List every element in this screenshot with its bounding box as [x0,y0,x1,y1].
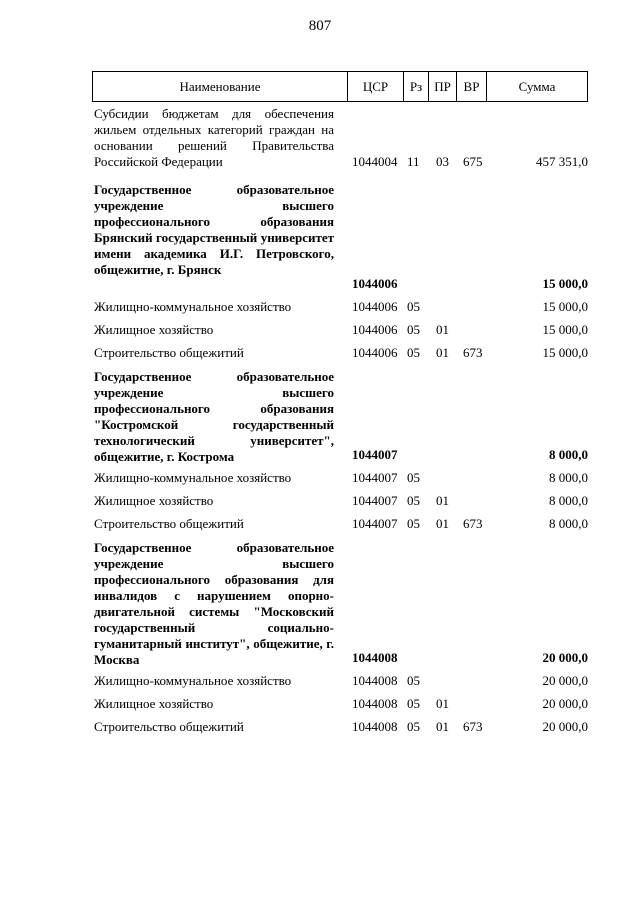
row-rz: 11 [407,154,420,169]
row-rz: 05 [407,345,420,360]
header-sum: Сумма [518,78,556,94]
row-csr: 1044006 [352,322,398,337]
row-sum: 457 351,0 [536,154,588,169]
table-row [94,673,588,689]
row-csr: 1044006 [352,276,398,291]
row-sum: 8 000,0 [549,470,588,485]
header-vr: ВР [457,72,487,101]
row-name: Жилищное хозяйство [94,493,214,508]
row-rz: 05 [407,470,420,485]
row-name: Государственное образовательное учреждение высшего профессионального образования Брянский государственный университет имени академика И.Г. Петровского, общежитие, г. Брянск [94,182,334,277]
row-sum: 20 000,0 [542,719,588,734]
row-vr: 675 [463,154,483,169]
row-sum: 15 000,0 [542,322,588,337]
row-rz: 05 [407,299,420,314]
table-row [94,369,588,463]
row-name: Государственное образовательное учреждение высшего профессионального образования "Костромской государственный технологический университет", общежитие, г. Кострома [94,369,334,464]
row-name: Жилищно-коммунальное хозяйство [94,673,292,688]
row-vr: 673 [463,345,483,360]
row-csr: 1044006 [352,299,398,314]
row-rz: 05 [407,673,420,688]
row-csr: 1044007 [352,516,398,531]
row-sum: 20 000,0 [542,673,588,688]
row-sum: 8 000,0 [549,493,588,508]
row-pr: 01 [436,719,449,734]
row-sum: 20 000,0 [542,696,588,711]
row-sum: 15 000,0 [542,345,588,360]
table-row [94,719,588,735]
row-sum: 8 000,0 [549,516,588,531]
page-number: 807 [308,18,332,34]
row-csr: 1044007 [352,447,398,462]
row-name: Жилищно-коммунальное хозяйство [94,470,292,485]
row-csr: 1044008 [352,673,398,688]
row-sum: 8 000,0 [549,447,588,462]
row-name: Государственное образовательное учреждение высшего профессионального образования для инвалидов с нарушением опорно-двигательной системы "Московский государственный социально-гуманитарный институт", общежитие, г. Москва [94,540,334,667]
row-vr: 673 [463,719,483,734]
row-pr: 01 [436,493,449,508]
table-row [94,470,588,486]
table-row [94,493,588,509]
table-row [94,696,588,712]
row-sum: 20 000,0 [542,650,588,665]
row-name: Субсидии бюджетам для обеспечения жильем отдельных категорий граждан на основании решений Правительства Российской Федерации [94,106,334,169]
row-pr: 01 [436,516,449,531]
row-csr: 1044004 [352,154,398,169]
header-rz: Рз [404,72,429,101]
row-rz: 05 [407,493,420,508]
row-csr: 1044007 [352,493,398,508]
row-name: Строительство общежитий [94,516,244,531]
row-vr: 673 [463,516,483,531]
row-csr: 1044008 [352,719,398,734]
header-name: Наименование [93,72,348,101]
row-name: Жилищно-коммунальное хозяйство [94,299,292,314]
table-header [92,71,588,102]
table-row [94,540,588,666]
table-row [94,322,588,338]
table-row [94,106,588,170]
row-pr: 01 [436,322,449,337]
table-row [94,299,588,315]
table-row [94,516,588,532]
row-sum: 15 000,0 [542,299,588,314]
row-name: Строительство общежитий [94,345,244,360]
row-csr: 1044008 [352,650,398,665]
row-rz: 05 [407,719,420,734]
row-name: Жилищное хозяйство [94,696,214,711]
row-rz: 05 [407,696,420,711]
table-body [94,106,588,735]
row-pr: 01 [436,696,449,711]
row-csr: 1044008 [352,696,398,711]
header-pr: ПР [429,72,457,101]
row-csr: 1044006 [352,345,398,360]
row-rz: 05 [407,322,420,337]
row-pr: 01 [436,345,449,360]
table-row [94,345,588,361]
row-name: Строительство общежитий [94,719,244,734]
table-row [94,182,588,292]
row-sum: 15 000,0 [542,276,588,291]
row-rz: 05 [407,516,420,531]
row-csr: 1044007 [352,470,398,485]
row-pr: 03 [436,154,449,169]
row-name: Жилищное хозяйство [94,322,214,337]
header-csr: ЦСР [348,72,404,101]
